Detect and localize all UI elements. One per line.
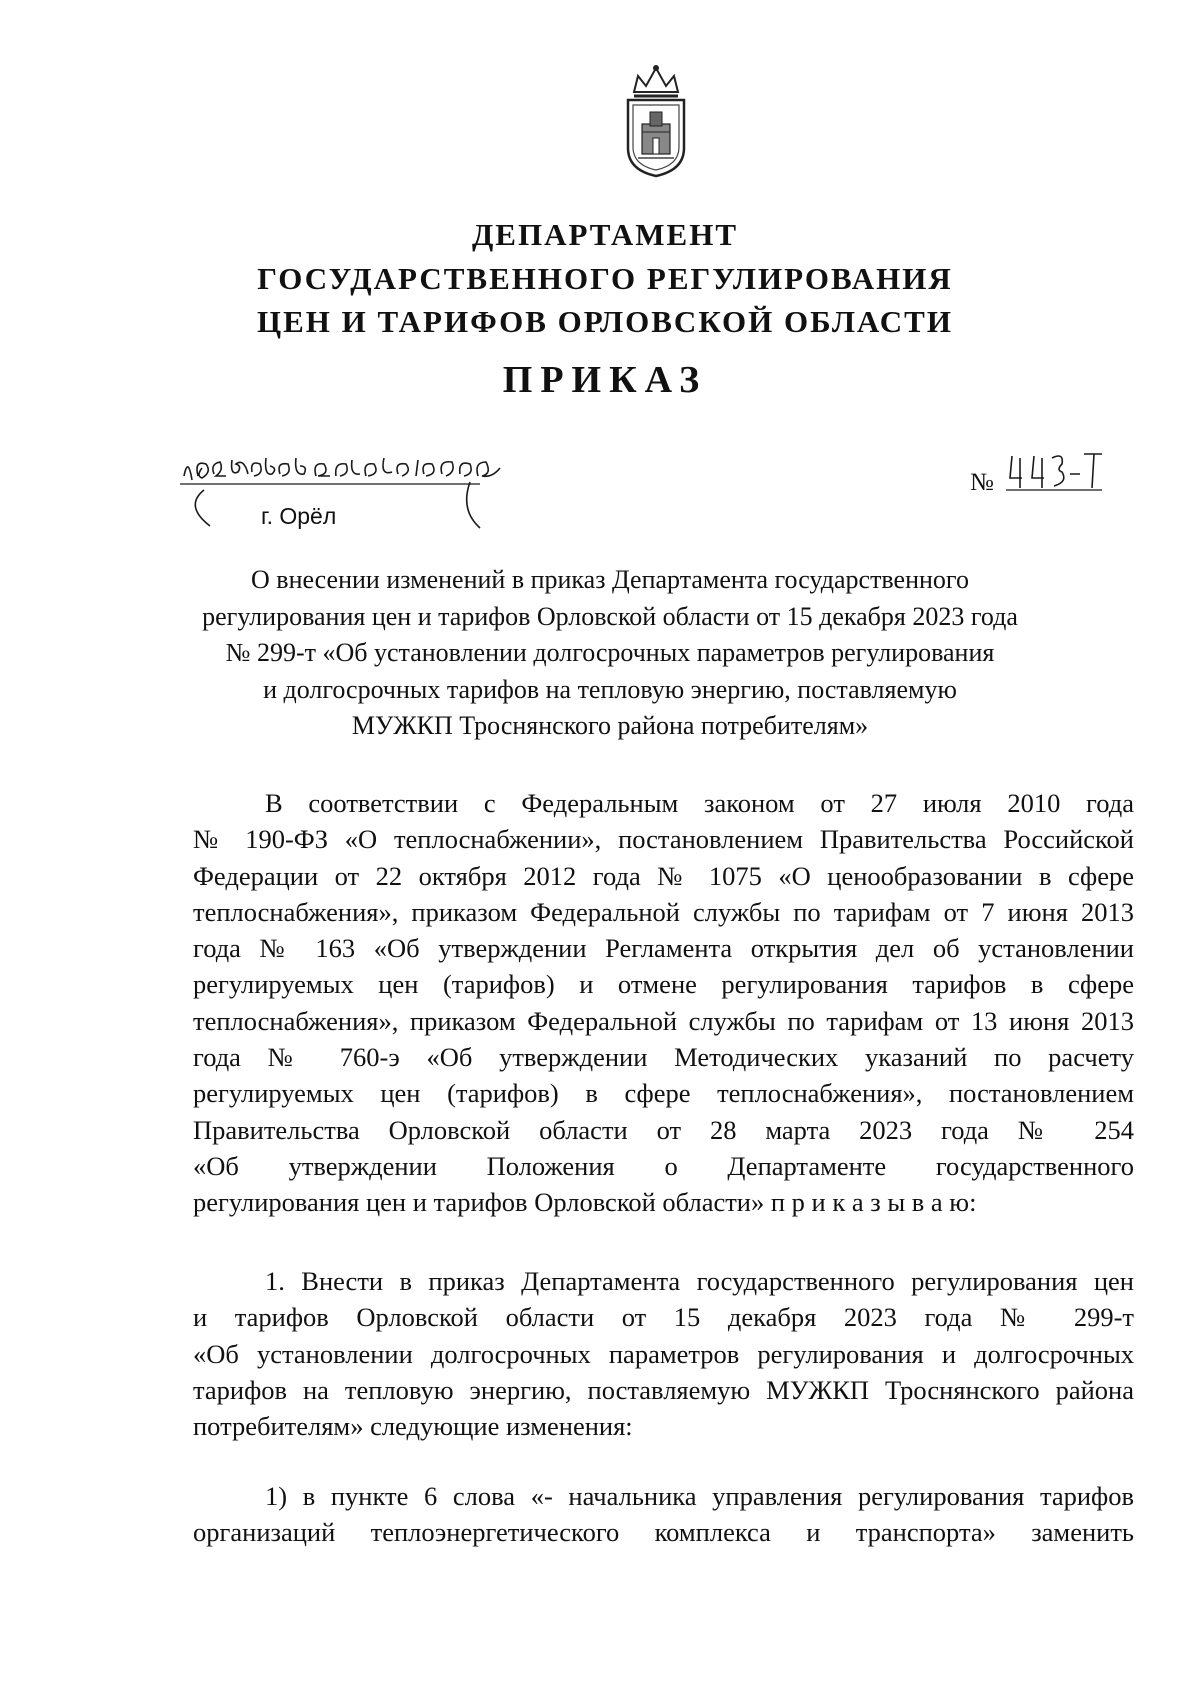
paragraph-line: года № 760-э «Об утверждении Методических указаний по расчету bbox=[193, 1042, 1134, 1073]
subject-line: МУЖКП Троснянского района потребителям» bbox=[351, 711, 869, 740]
item-1-paragraph bbox=[193, 1263, 1134, 1444]
handwritten-date-signature bbox=[180, 446, 540, 536]
paragraph-line: регулируемых цен (тарифов) в сфере теплоснабжения», постановлением bbox=[193, 1078, 1134, 1109]
order-subject bbox=[195, 562, 1025, 745]
subject-line: и долгосрочных тарифов на тепловую энергию, поставляемую bbox=[263, 674, 957, 704]
paragraph-line: регулирования цен и тарифов Орловской области» п р и к а з ы в а ю: bbox=[193, 1187, 977, 1218]
paragraph-line: теплоснабжения», приказом Федеральной службы по тарифам от 7 июня 2013 bbox=[193, 896, 1134, 927]
order-number-label: № bbox=[970, 469, 994, 496]
paragraph-line: «Об установлении долгосрочных параметров регулирования и долгосрочных bbox=[193, 1338, 1134, 1369]
paragraph-line: Правительства Орловской области от 28 марта 2023 года № 254 bbox=[193, 1114, 1134, 1145]
document-type-title: ПРИКАЗ bbox=[502, 359, 708, 401]
department-name-line-1: ДЕПАРТАМЕНТ bbox=[471, 217, 739, 252]
paragraph-line: 1) в пункте 6 слова «- начальника управления регулирования тарифов bbox=[265, 1481, 1134, 1511]
coat-of-arms-icon bbox=[620, 62, 692, 180]
department-name-line-2: ГОСУДАРСТВЕННОГО РЕГУЛИРОВАНИЯ bbox=[257, 261, 953, 296]
subject-line: регулирования цен и тарифов Орловской области от 15 декабря 2023 года bbox=[202, 601, 1018, 631]
subitem-1-paragraph bbox=[193, 1478, 1134, 1551]
subject-line: № 299-т «Об установлении долгосрочных параметров регулирования bbox=[225, 638, 995, 667]
paragraph-line: В соответствии с Федеральным законом от 27 июля 2010 года bbox=[265, 788, 1134, 818]
handwritten-order-number bbox=[1006, 448, 1106, 498]
paragraph-line: Федерации от 22 октября 2012 года № 1075 «О ценообразовании в сфере bbox=[193, 860, 1134, 891]
paragraph-line: «Об утверждении Положения о Департаменте государственного bbox=[193, 1150, 1134, 1181]
paragraph-line: и тарифов Орловской области от 15 декабря 2023 года № 299-т bbox=[193, 1302, 1134, 1333]
paragraph-line: года № 163 «Об утверждении Регламента открытия дел об установлении bbox=[193, 933, 1134, 964]
preamble-paragraph bbox=[193, 785, 1134, 1221]
paragraph-line: потребителям» следующие изменения: bbox=[193, 1411, 633, 1442]
paragraph-line: организаций теплоэнергетического комплекса и транспорта» заменить bbox=[193, 1517, 1134, 1548]
paragraph-line: 1. Внести в приказ Департамента государственного регулирования цен bbox=[265, 1266, 1134, 1296]
paragraph-line: регулируемых цен (тарифов) и отмене регулирования тарифов в сфере bbox=[193, 969, 1134, 1000]
paragraph-line: теплоснабжения», приказом Федеральной службы по тарифам от 13 июня 2013 bbox=[193, 1005, 1134, 1036]
paragraph-line: № 190-ФЗ «О теплоснабжении», постановлением Правительства Российской bbox=[193, 824, 1134, 855]
paragraph-line: тарифов на тепловую энергию, поставляемую МУЖКП Троснянского района bbox=[193, 1374, 1134, 1405]
department-name-line-3: ЦЕН И ТАРИФОВ ОРЛОВСКОЙ ОБЛАСТИ bbox=[257, 304, 953, 339]
city-label: г. Орёл bbox=[261, 503, 337, 529]
subject-line: О внесении изменений в приказ Департамента государственного bbox=[251, 565, 969, 594]
